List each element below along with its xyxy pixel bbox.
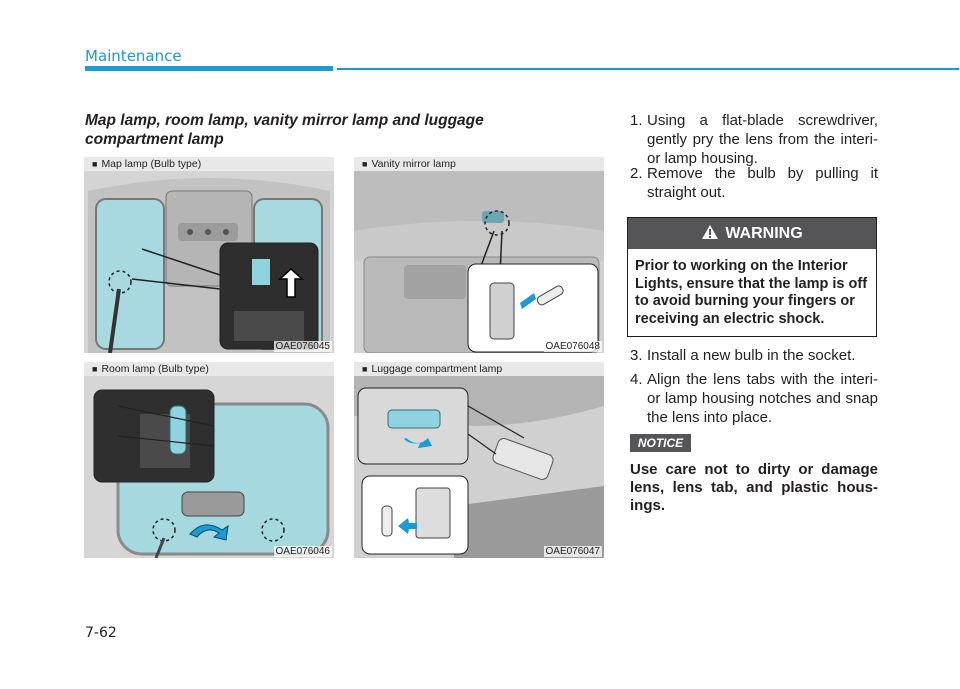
figure-caption-text: Map lamp (Bulb type) — [101, 158, 202, 170]
black-square-icon: ■ — [362, 159, 368, 169]
header-rule-thin — [337, 68, 959, 70]
figure-caption — [84, 362, 334, 376]
step-4 — [630, 370, 878, 427]
warning-title: WARNING — [725, 225, 803, 242]
step-text: Align the lens tabs with the interi- or lamp housing notches and snap the lens into place. — [647, 371, 878, 426]
step-number: 4. — [630, 371, 643, 388]
figure-caption — [354, 362, 604, 376]
warning-box — [627, 217, 877, 337]
figure-code: OAE076045 — [275, 341, 330, 352]
step-3 — [630, 346, 878, 365]
figure-map-lamp — [84, 157, 334, 353]
figure-caption — [354, 157, 604, 171]
figure-code: OAE076046 — [275, 546, 330, 557]
notice-badge: NOTICE — [630, 434, 691, 452]
black-square-icon: ■ — [362, 364, 368, 374]
room-lamp-illustration — [84, 376, 334, 558]
warning-text: Prior to working on the Interior Lights, ensure that the lamp is off to avoid burning your fingers or receiving an electric shock. — [635, 258, 868, 327]
step-2 — [630, 164, 878, 202]
step-1 — [630, 111, 878, 168]
figure-code: OAE076047 — [545, 546, 600, 557]
notice-text: Use care not to dirty or damage lens, lens tab, and plastic hous- ings. — [630, 461, 878, 514]
warning-header — [628, 218, 876, 249]
figure-luggage-compartment-lamp — [354, 362, 604, 558]
step-text: Install a new bulb in the socket. — [647, 347, 856, 364]
figure-vanity-mirror-lamp — [354, 157, 604, 353]
step-number: 1. — [630, 112, 643, 129]
step-number: 3. — [630, 347, 643, 364]
header-rule-thick — [85, 66, 333, 71]
luggage-compartment-lamp-illustration — [354, 376, 604, 558]
procedure-heading: Map lamp, room lamp, vanity mirror lamp and luggage compartment lamp — [85, 112, 484, 148]
page-number: 7-62 — [85, 625, 117, 641]
section-title: Maintenance — [85, 47, 182, 65]
figure-caption — [84, 157, 334, 171]
figure-caption-text: Luggage compartment lamp — [371, 363, 503, 375]
step-number: 2. — [630, 165, 643, 182]
step-text: Remove the bulb by pulling it straight out. — [647, 165, 878, 201]
vanity-mirror-lamp-illustration — [354, 171, 604, 353]
step-text: Using a flat-blade screwdriver, gently pry the lens from the interi- or lamp housing. — [647, 112, 878, 167]
figure-room-lamp — [84, 362, 334, 558]
map-lamp-illustration — [84, 171, 334, 353]
black-square-icon: ■ — [92, 364, 98, 374]
figure-caption-text: Vanity mirror lamp — [371, 158, 456, 170]
black-square-icon: ■ — [92, 159, 98, 169]
warning-triangle-icon — [701, 224, 719, 240]
figure-caption-text: Room lamp (Bulb type) — [101, 363, 209, 375]
figure-code: OAE076048 — [545, 341, 600, 352]
